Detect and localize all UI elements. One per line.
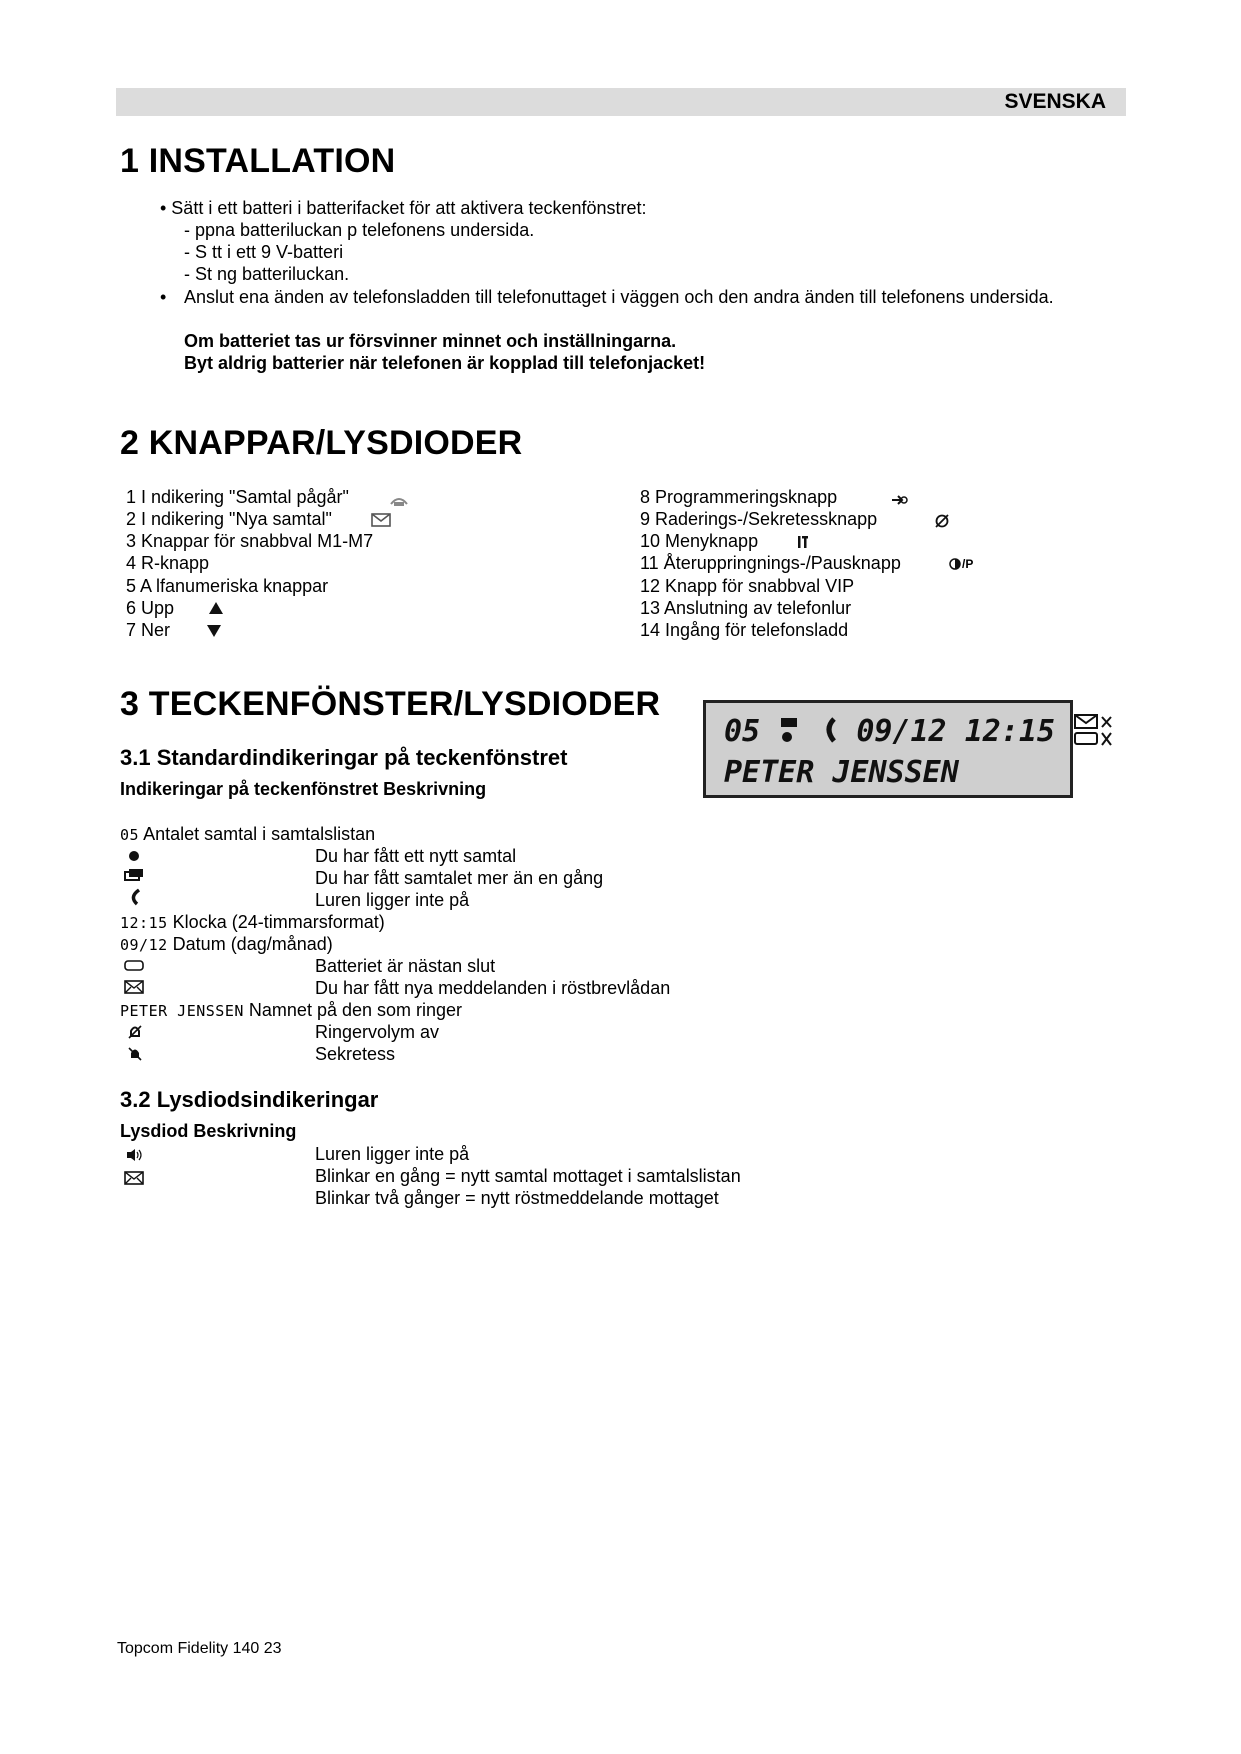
warning-line-1: Om batteriet tas ur försvinner minnet och inställningarna. (184, 331, 677, 351)
button-item-3: 3 Knappar för snabbval M1-M7 (126, 531, 374, 551)
handset-off-hook-icon (128, 888, 142, 906)
indication-text: Sekretess (315, 1044, 396, 1064)
down-arrow-icon (206, 624, 222, 638)
indication-text: Antalet samtal i samtalslistan (143, 824, 376, 844)
button-item-6: 6 Upp (126, 598, 175, 618)
button-item-10: 10 Menyknapp (640, 531, 759, 551)
indication-text: Du har fått nya meddelanden i röstbrevlådan (315, 978, 671, 998)
lcd-date: 09/12 (856, 714, 947, 749)
menu-key-icon (795, 534, 811, 550)
button-item-1: 1 I ndikering "Samtal pågår" (126, 487, 349, 507)
voicemail-envelope-icon (124, 979, 144, 995)
button-item-8: 8 Programmeringsknapp (640, 487, 838, 507)
led-header: Lysdiod Beskrivning (120, 1121, 297, 1141)
indication-row (120, 823, 375, 846)
install-bullet-2-mark: • (160, 287, 167, 307)
lcd-envelope-icon (1073, 713, 1113, 747)
indication-text: Datum (dag/månad) (172, 934, 333, 954)
speaker-icon (126, 1148, 144, 1162)
install-sub-3: - St ng batteriluckan. (184, 264, 350, 284)
indication-symbol: PETER JENSSEN (120, 1002, 244, 1020)
indications-header: Indikeringar på teckenfönstret Beskrivning (120, 779, 487, 799)
indication-text: Namnet på den som ringer (248, 1000, 463, 1020)
indication-row (120, 911, 385, 934)
indication-text: Luren ligger inte på (315, 890, 470, 910)
led-text: Blinkar en gång = nytt samtal mottaget i samtalslistan (315, 1166, 741, 1186)
install-sub-2: - S tt i ett 9 V-batteri (184, 242, 344, 262)
led-text: Blinkar två gånger = nytt röstmeddelande mottaget (315, 1188, 719, 1208)
program-key-icon (890, 492, 908, 508)
pause-label: /P (962, 557, 974, 571)
indication-text: Batteriet är nästan slut (315, 956, 496, 976)
phone-ringing-icon (388, 492, 410, 508)
indication-row (120, 933, 333, 956)
ringer-off-icon (128, 1024, 142, 1040)
lcd-repeat-call-icon (778, 715, 804, 745)
button-item-14: 14 Ingång för telefonsladd (640, 620, 849, 640)
privacy-icon (128, 1046, 142, 1062)
message-led-envelope-icon (124, 1170, 144, 1186)
indication-text: Du har fått samtalet mer än en gång (315, 868, 604, 888)
new-call-envelope-icon (370, 512, 392, 528)
subsection-led-indications: 3.2 Lysdiodsindikeringar (120, 1087, 379, 1112)
button-item-5: 5 A lfanumeriska knappar (126, 576, 329, 596)
battery-low-icon (124, 960, 146, 972)
lcd-display (703, 700, 1073, 798)
button-item-7: 7 Ner (126, 620, 171, 640)
language-label: SVENSKA (1004, 90, 1106, 113)
install-sub-1: - ppna batteriluckan p telefonens undersida. (184, 220, 535, 240)
delete-mute-icon (934, 513, 950, 529)
subsection-standard-indications: 3.1 Standardindikeringar på teckenfönstret (120, 745, 568, 770)
section-installation-title: 1 INSTALLATION (120, 142, 396, 180)
led-text: Luren ligger inte på (315, 1144, 470, 1164)
language-bar (116, 88, 1126, 116)
warning-line-2: Byt aldrig batterier när telefonen är kopplad till telefonjacket! (184, 353, 706, 373)
section-buttons-title: 2 KNAPPAR/LYSDIODER (120, 424, 523, 462)
button-item-2: 2 I ndikering "Nya samtal" (126, 509, 332, 529)
indication-text: Klocka (24-timmarsformat) (172, 912, 385, 932)
indication-text: Ringervolym av (315, 1022, 440, 1042)
new-call-dot-icon (128, 850, 140, 862)
redial-pause-icon (948, 557, 973, 571)
button-item-13: 13 Anslutning av telefonlur (640, 598, 852, 618)
install-bullet-2: Anslut ena änden av telefonsladden till telefonuttaget i väggen och den andra änden till telefonens undersida. (184, 287, 1054, 307)
repeat-call-icon (124, 868, 144, 882)
lcd-line-1 (724, 713, 1113, 749)
button-item-9: 9 Raderings-/Sekretessknapp (640, 509, 878, 529)
lcd-time: 12:15 (964, 714, 1055, 749)
install-bullet-1: • Sätt i ett batteri i batterifacket för att aktivera teckenfönstret: (160, 198, 647, 218)
section-display-title: 3 TECKENFÖNSTER/LYSDIODER (120, 685, 661, 723)
lcd-call-count: 05 (724, 714, 761, 749)
button-item-12: 12 Knapp för snabbval VIP (640, 576, 855, 596)
button-item-4: 4 R-knapp (126, 553, 210, 573)
indication-symbol: 12:15 (120, 914, 168, 932)
up-arrow-icon (208, 601, 224, 615)
button-item-11: 11 Återuppringnings-/Pausknapp (640, 553, 901, 573)
indication-text: Du har fått ett nytt samtal (315, 846, 517, 866)
page-footer: Topcom Fidelity 140 23 (117, 1640, 282, 1657)
lcd-handset-icon (822, 715, 838, 745)
indication-symbol: 09/12 (120, 936, 168, 954)
lcd-caller-name: PETER JENSSEN (724, 755, 959, 790)
indication-row (120, 999, 462, 1022)
indication-symbol: 05 (120, 826, 140, 844)
